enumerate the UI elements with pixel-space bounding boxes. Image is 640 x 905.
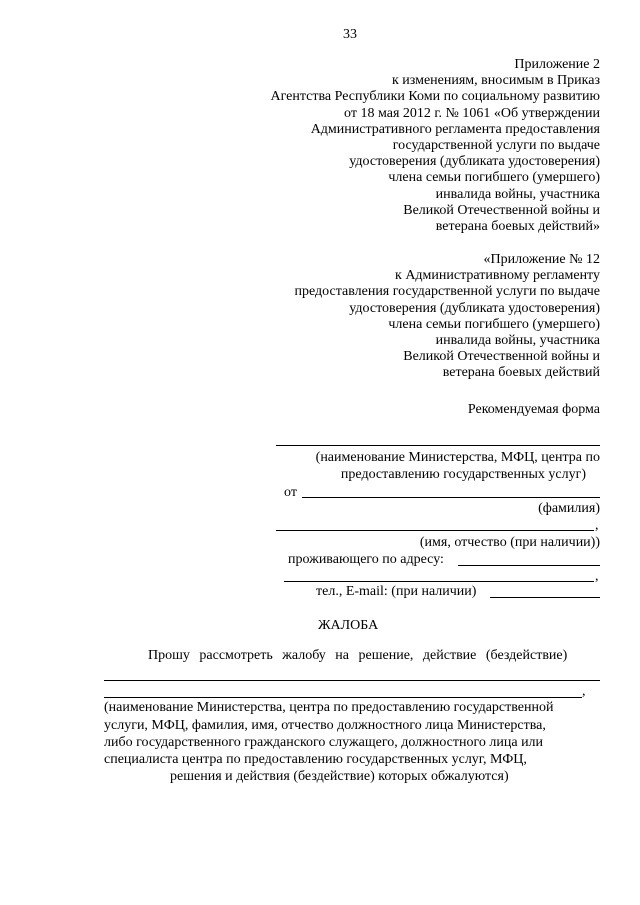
complaint-intro: Прошу рассмотреть жалобу на решение, действие (бездействие) [148, 648, 568, 663]
complaint-line-1 [104, 680, 600, 681]
page-number: 33 [343, 27, 357, 42]
complaint-comma: , [582, 684, 586, 699]
appendix-12-header [294, 252, 600, 382]
appendix-2-line: от 18 мая 2012 г. № 1061 «Об утверждении [344, 105, 600, 121]
complaint-title: ЖАЛОБА [318, 618, 379, 633]
ministry-caption-2: предоставлению государственных услуг) [340, 467, 586, 482]
name-comma: , [595, 518, 599, 533]
complaint-caption-3: либо государственного гражданского служащего, должностного лица или [104, 735, 544, 750]
ministry-caption-1: (наименование Министерства, МФЦ, центра по [315, 450, 600, 465]
address-line-2 [284, 581, 594, 582]
appendix-12-line: Великой Отечественной войны и [403, 349, 600, 365]
appendix-2-line: ветерана боевых действий» [435, 219, 600, 235]
appendix-2-line: удостоверения (дубликата удостоверения) [349, 154, 600, 170]
appendix-2-line: к изменениям, вносимым в Приказ [391, 73, 600, 89]
appendix-12-line: удостоверения (дубликата удостоверения) [349, 300, 600, 316]
ministry-name-line [276, 445, 600, 446]
appendix-12-line: ветерана боевых действий [442, 365, 600, 381]
surname-line [302, 497, 600, 498]
residing-label: проживающего по адресу: [288, 552, 444, 567]
address-line-1 [458, 565, 600, 566]
appendix-12-line: к Административному регламенту [395, 268, 600, 284]
appendix-2-line: Агентства Республики Коми по социальному развитию [270, 89, 600, 105]
complaint-caption-1: (наименование Министерства, центра по предоставлению государственной [104, 700, 554, 715]
appendix-12-line: «Приложение № 12 [483, 252, 600, 267]
appendix-12-line: члена семьи погибшего (умершего) [388, 316, 600, 332]
appendix-2-line: Приложение 2 [514, 57, 600, 72]
appendix-2-line: Великой Отечественной войны и [403, 202, 600, 218]
contact-label: тел., E-mail: (при наличии) [316, 584, 477, 599]
appendix-2-line: государственной услуги по выдаче [392, 138, 600, 154]
appendix-12-line: предоставления государственной услуги по выдаче [294, 284, 600, 300]
from-label: от [284, 485, 297, 500]
complaint-caption-4: специалиста центра по предоставлению государственных услуг, МФЦ, [104, 752, 527, 767]
complaint-line-2 [104, 697, 582, 698]
complaint-caption-2: услуги, МФЦ, фамилия, имя, отчество должностного лица Министерства, [104, 718, 546, 733]
recommended-form-label: Рекомендуемая форма [467, 402, 600, 417]
appendix-2-line: Административного регламента предоставления [310, 121, 600, 137]
complaint-caption-5: решения и действия (бездействие) которых обжалуются) [170, 769, 509, 784]
appendix-2-line: члена семьи погибшего (умершего) [388, 170, 600, 186]
contact-line [490, 597, 600, 598]
address-comma: , [595, 569, 599, 584]
appendix-2-header [271, 57, 601, 235]
surname-caption: (фамилия) [538, 501, 600, 516]
appendix-2-line: инвалида войны, участника [435, 186, 600, 202]
name-line [276, 530, 594, 531]
name-caption: (имя, отчество (при наличии)) [419, 535, 600, 550]
appendix-12-line: инвалида войны, участника [435, 333, 600, 349]
